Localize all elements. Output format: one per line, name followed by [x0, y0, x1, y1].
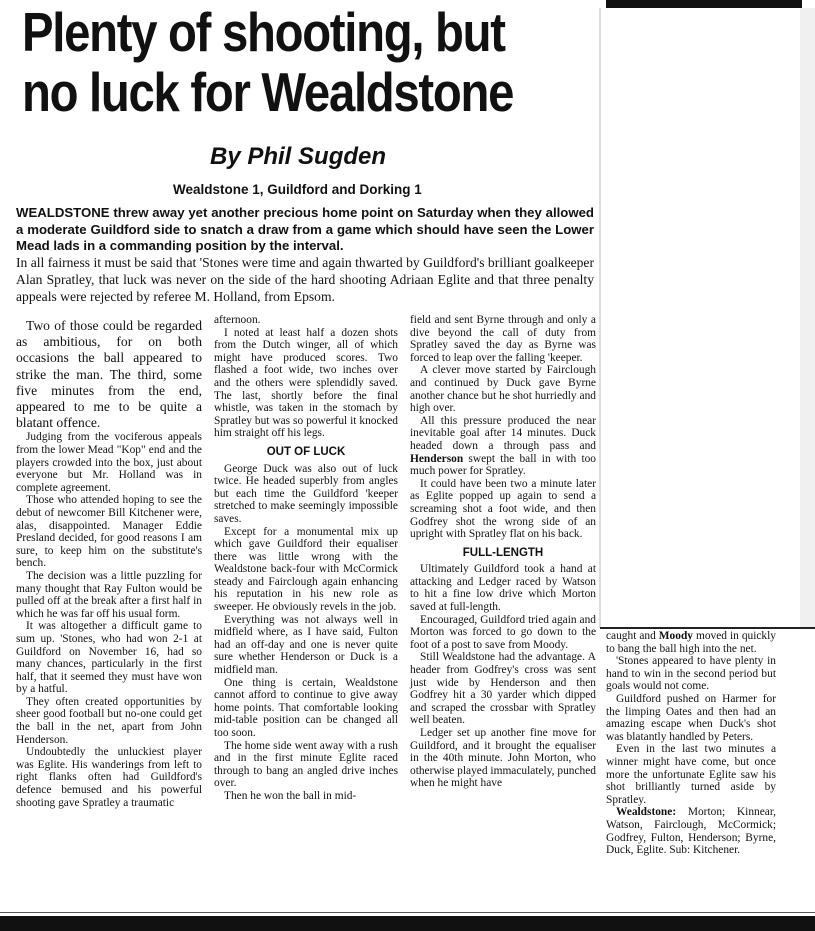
team-list: Morton; Kinnear, Watson, Fairclough, McCormick; Godfrey, Fulton, Henderson; Byrne, Duck, Eglite. Sub: Kitchener. — [606, 806, 776, 857]
column-4 — [606, 630, 776, 857]
body-paragraph: A clever move started by Fairclough and continued by Duck gave Byrne another chance but he shot hurriedly and high over. — [410, 364, 596, 415]
headline-line-1: Plenty of shooting, but — [22, 1, 505, 63]
body-paragraph: afternoon. — [214, 314, 261, 326]
body-paragraph: Except for a monumental mix up which gave Guildford their equaliser there was little wrong with the Wealdstone back-four with McCormick steady and Fairclough again enhancing his reputation in his new role as sweeper. He obviously revels in the job. — [214, 525, 398, 614]
text-run: caught and — [606, 630, 659, 642]
body-paragraph: field and sent Byrne through and only a dive beyond the call of duty from Spratley saved the day as Byrne was forced to leap over the falling 'keeper. — [410, 314, 596, 364]
headline — [22, 2, 521, 122]
subheading-out-of-luck: OUT OF LUCK — [266, 445, 346, 458]
text-run: All this pressure produced the near inevitable goal after 14 minutes. Duck headed down a through pass and — [410, 414, 596, 452]
body-paragraph: They often created opportunities by sheer good football but no-one could get the ball in the net, apart from John Henderson. — [16, 695, 202, 746]
column-divider — [599, 8, 601, 628]
adjacent-column-edge — [800, 8, 815, 628]
team-label: Wealdstone: — [616, 806, 677, 819]
column-1 — [16, 318, 202, 809]
body-paragraph: Still Wealdstone had the advantage. A header from Godfrey's cross was sent just wide by Henderson and then Godfrey hit a 30 yarder which dipped and scraped the crossbar with Spratley well beaten. — [410, 651, 596, 727]
subheading-full-length: FULL-LENGTH — [462, 546, 544, 559]
player-name: Moody — [658, 630, 693, 642]
body-paragraph: Judging from the vociferous appeals from the lower Mead "Kop" end and the players crowded into the box, just about everyone but Mr. Holland was in complete agreement. — [16, 431, 202, 494]
body-paragraph: Encouraged, Guildford tried again and Morton was forced to go down to the foot of a post to save from Moody. — [410, 613, 596, 651]
text-run: moved in quickly to bang the ball high into the net. — [606, 630, 776, 655]
top-right-rule — [606, 0, 802, 8]
adjacent-article-rule — [600, 627, 815, 629]
body-paragraph: 'Stones appeared to have plenty in hand to win in the second period but goals would not come. — [606, 655, 776, 693]
body-paragraph: Ultimately Guildford took a hand at attacking and Ledger raced by Watson to hit a fine low drive which Morton saved at full-length. — [410, 563, 596, 614]
body-paragraph: Everything was not always well in midfield where, as I have said, Fulton had an off-day and one is never quite sure whether Henderson or Duck is a midfield man. — [214, 613, 398, 677]
column-2 — [214, 314, 398, 803]
body-paragraph: Ledger set up another fine move for Guildford, and it brought the equaliser in the 40th minute. John Morton, who otherwise played immaculately, punched when he might have — [410, 727, 596, 790]
bottom-rule — [0, 912, 815, 913]
body-paragraph: Two of those could be regarded as ambitious, for on both occasions the ball appeared to strike the man. The third, some five minutes from the end, appeared to me to be quite a blatant offence. — [16, 318, 202, 431]
score-line: Wealdstone 1, Guildford and Dorking 1 — [173, 182, 422, 197]
byline: By Phil Sugden — [210, 143, 387, 170]
body-paragraph: George Duck was also out of luck twice. He headed superbly from angles but each time the Guildford 'keeper stretched to make seemingly impossible saves. — [214, 462, 398, 525]
player-name: Henderson — [410, 452, 464, 465]
text-run: swept the ball in with too much power for Spratley. — [410, 452, 596, 478]
intro-paragraph: In all fairness it must be said that 'Stones were time and again thwarted by Guildford's brilliant goalkeeper Alan Spratley, that luck was never on the side of the hard shooting Adriaan Eglite and that three penalty appeals were rejected by referee M. Holland, from Epsom. — [16, 255, 594, 304]
bottom-bar — [0, 916, 815, 931]
body-paragraph: The home side went away with a rush and in the first minute Eglite raced through to bang an angled drive inches over. — [214, 739, 398, 790]
body-paragraph: The decision was a little puzzling for many thought that Ray Fulton would be pulled off at the break after a first half in which he was far off his usual form. — [16, 569, 202, 620]
body-paragraph: Then he won the ball in mid- — [224, 789, 357, 802]
body-paragraph: I noted at least half a dozen shots from the Dutch winger, all of which might have produced scores. Two flashed a foot wide, two inches over and the others were splendidly saved. The last, shortly before the final whistle, was taken in the stomach by Spratley but was so powerful it knocked him straight off his legs. — [214, 326, 398, 440]
body-paragraph: Guildford pushed on Harmer for the limping Oates and then had an amazing escape when Duck's shot was blatantly handled by Peters. — [606, 692, 776, 743]
body-paragraph: It was altogether a difficult game to sum up. 'Stones, who had won 2-1 at Guildford on November 16, had so many chances, particularly in the first half, that it seemed they must have won by a hatful. — [16, 620, 202, 696]
column-3 — [410, 314, 596, 790]
body-paragraph: Even in the last two minutes a winner might have come, but once more the unfortunate Eglite saw his shot brilliantly turned aside by Spratley. — [606, 743, 776, 806]
body-paragraph: Those who attended hoping to see the debut of newcomer Bill Kitchener were, alas, disappointed. Manager Eddie Presland decided, for good reasons I am sure, to keep him on the substitute's bench. — [16, 494, 202, 570]
body-paragraph: It could have been two a minute later as Eglite popped up again to send a screaming shot a foot wide, and then Godfrey shot the wrong side of an upright with Spratley flat on his back. — [410, 477, 596, 541]
team-line-up — [606, 806, 776, 856]
headline-line-2: no luck for Wealdstone — [22, 61, 514, 123]
body-paragraph: One thing is certain, Wealdstone cannot afford to continue to give away home points. That comfortable looking mid-table position can be changed all too soon. — [214, 676, 398, 739]
body-paragraph — [606, 630, 776, 655]
body-paragraph — [410, 415, 596, 478]
body-paragraph: Undoubtedly the unluckiest player was Eglite. His wanderings from left to right flanks often had Guildford's defence bemused and his powerful shooting gave Spratley a traumatic — [16, 746, 202, 809]
lead-paragraph: WEALDSTONE threw away yet another precious home point on Saturday when they allowed a moderate Guildford side to snatch a draw from a game which should have seen the Lower Mead lads in a commanding position by the interval. — [16, 205, 594, 253]
